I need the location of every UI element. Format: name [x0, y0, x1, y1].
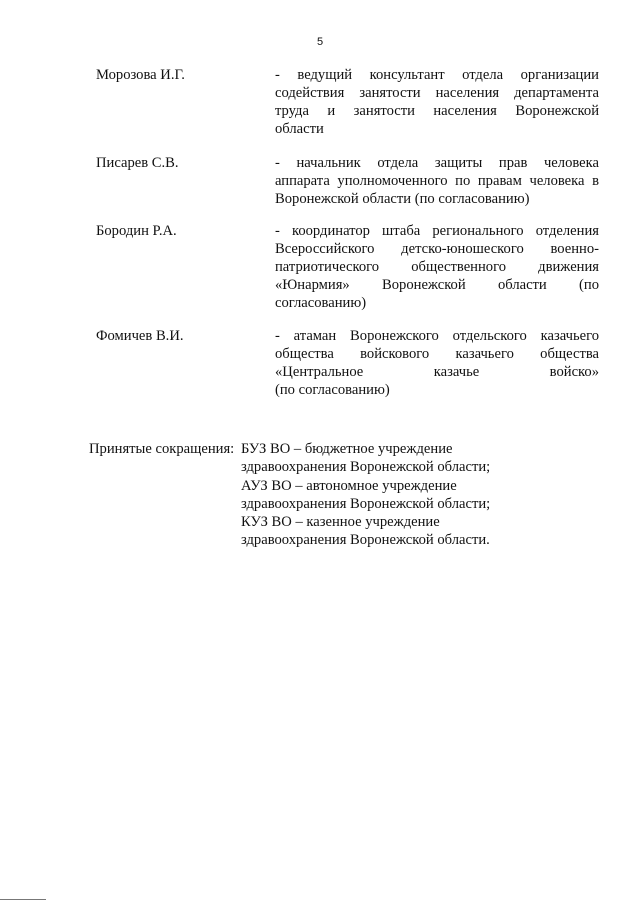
member-name: Писарев С.В.	[96, 155, 179, 171]
member-name: Морозова И.Г.	[96, 67, 185, 83]
abbreviation-line: здравоохранения Воронежской области.	[241, 532, 490, 549]
abbreviations-label: Принятые сокращения:	[89, 441, 235, 457]
abbreviation-line: БУЗ ВО – бюджетное учреждение	[241, 441, 453, 457]
role-line: аппарата уполномоченного по правам человека в	[275, 173, 599, 189]
role-line: согласованию)	[275, 295, 367, 311]
role-line: - атаман Воронежского отдельского казачьего	[275, 328, 599, 344]
abbreviations-list	[241, 440, 519, 550]
role-line: содействия занятости населения департамента	[275, 85, 599, 101]
role-line: труда и занятости населения Воронежской	[275, 103, 599, 119]
role-line: - координатор штаба регионального отделения	[275, 223, 599, 239]
member-role	[275, 222, 599, 312]
role-line: общества войскового казачьего общества	[275, 346, 599, 362]
page-number: 5	[316, 36, 324, 48]
role-line: - ведущий консультант отдела организации	[275, 67, 599, 83]
member-entry	[96, 154, 599, 208]
member-role	[275, 66, 599, 138]
abbreviation-line: КУЗ ВО – казенное учреждение	[241, 514, 440, 531]
role-line: патриотического общественного движения	[275, 259, 599, 275]
abbreviation-line: здравоохранения Воронежской области;	[241, 459, 491, 476]
role-line: Воронежской области (по согласованию)	[275, 191, 530, 207]
role-line: (по согласованию)	[275, 382, 390, 398]
member-name: Фомичев В.И.	[96, 328, 184, 344]
footer-rule	[0, 899, 46, 900]
member-role	[275, 327, 599, 399]
member-entry	[96, 222, 599, 312]
role-line: «Юнармия» Воронежской области (по	[275, 277, 599, 293]
member-name: Бородин Р.А.	[96, 223, 177, 239]
role-line: Всероссийского детско-юношеского военно-	[275, 241, 599, 257]
member-entry	[96, 66, 599, 138]
role-line: - начальник отдела защиты прав человека	[275, 155, 599, 171]
role-line: «Центральное казачье войско»	[275, 364, 599, 380]
member-role	[275, 154, 599, 208]
abbreviation-line: здравоохранения Воронежской области;	[241, 495, 491, 512]
abbreviation-line: АУЗ ВО – автономное учреждение	[241, 477, 457, 494]
abbreviations-block	[89, 440, 519, 550]
role-line: области	[275, 121, 324, 137]
member-entry	[96, 327, 599, 399]
